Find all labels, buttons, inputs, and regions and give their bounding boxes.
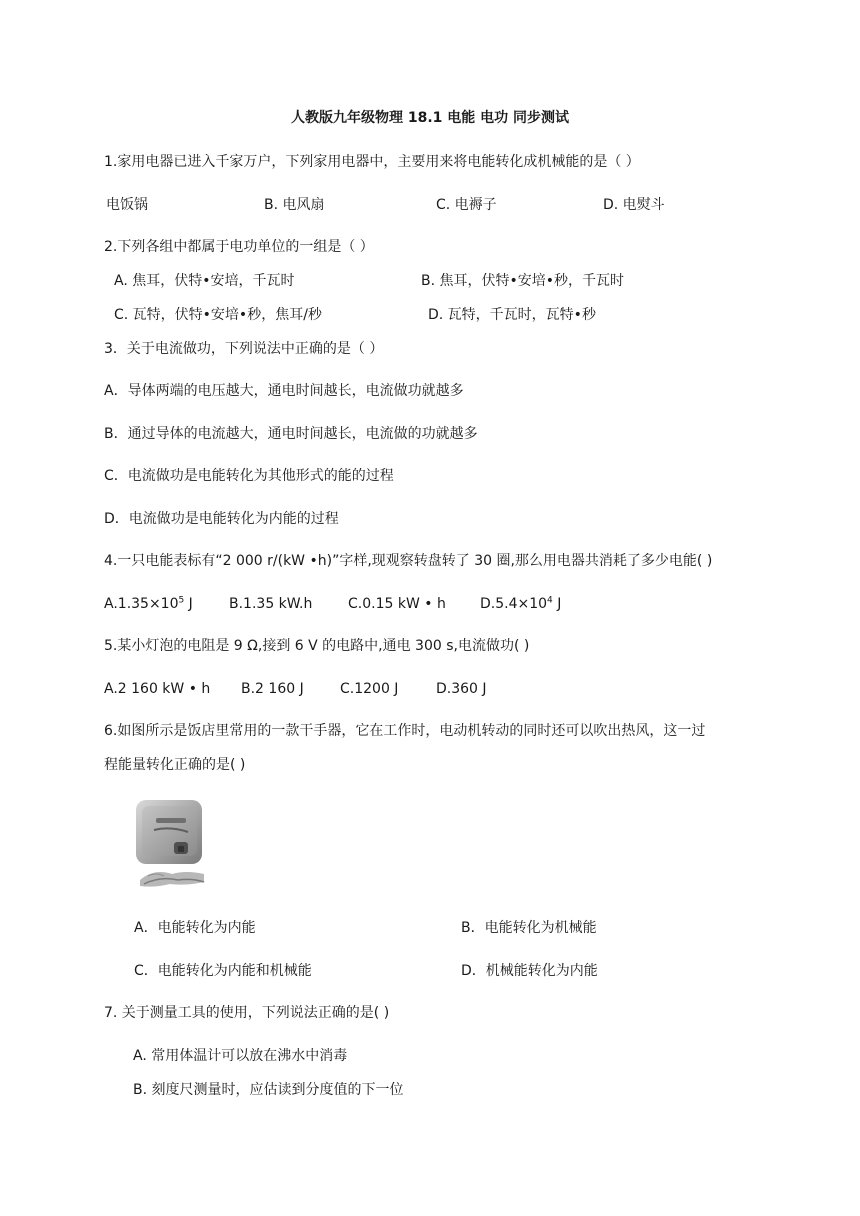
q3-stem: 3．关于电流做功，下列说法中正确的是（ ） [104,341,384,357]
q4-option-c: C.0.15 kW • h [348,596,446,612]
q6-option-b: B．电能转化为机械能 [461,920,597,936]
q6-option-a: A．电能转化为内能 [134,920,256,936]
q1-option-a: 电饭锅 [106,197,148,213]
q5-stem: 5.某小灯泡的电阻是 9 Ω,接到 6 V 的电路中,通电 300 s,电流做功( ) [104,638,530,654]
q6-option-d: D．机械能转化为内能 [461,963,598,979]
q4-option-a: $A.1.35\times 10^5$ J [104,595,193,612]
q3-option-b: B．通过导体的电流越大，通电时间越长，电流做的功就越多 [104,426,478,442]
q4-option-b: B.1.35 kW.h [229,596,313,612]
q4-stem: 4.一只电能表标有“2 000 r/(kW •h)”字样,现观察转盘转了 30 圈,那么用电器共消耗了多少电能( ) [104,553,713,569]
q2-option-d: D. 瓦特，千瓦时，瓦特•秒 [428,307,596,323]
q2-option-a: A. 焦耳，伏特•安培，千瓦时 [114,273,295,289]
q1-stem: 1.家用电器已进入千家万户，下列家用电器中，主要用来将电能转化成机械能的是（ ） [104,154,640,170]
q3-option-a: A．导体两端的电压越大，通电时间越长，电流做功就越多 [104,383,464,399]
q3-option-c: C．电流做功是电能转化为其他形式的能的过程 [104,468,394,484]
q5-option-d: D.360 J [436,681,487,697]
q7-option-a: A. 常用体温计可以放在沸水中消毒 [133,1048,348,1064]
q2-option-c: C. 瓦特，伏特•安培•秒，焦耳/秒 [114,307,322,323]
q1-option-c: C. 电褥子 [436,197,497,213]
q7-option-b: B. 刻度尺测量时，应估读到分度值的下一位 [133,1082,404,1098]
q1-option-d: D. 电熨斗 [603,197,665,213]
q7-stem: 7. 关于测量工具的使用，下列说法正确的是( ) [104,1005,390,1021]
q1-option-b: B. 电风扇 [264,197,325,213]
q5-option-b: B.2 160 J [241,681,304,697]
q3-option-d: D．电流做功是电能转化为内能的过程 [104,511,339,527]
hand-dryer-image [134,796,208,894]
q6-stem-line2: 程能量转化正确的是( ) [104,757,246,773]
q2-stem: 2.下列各组中都属于电功单位的一组是（ ） [104,239,374,255]
q6-option-c: C．电能转化为内能和机械能 [134,963,312,979]
q4-option-d: $D.5.4\times 10^4$ J [480,595,562,612]
q6-stem-line1: 6.如图所示是饭店里常用的一款干手器，它在工作时，电动机转动的同时还可以吹出热风，这一过 [104,723,706,739]
page-title: 人教版九年级物理 18.1 电能 电功 同步测试 [290,110,570,126]
q5-option-c: C.1200 J [340,681,399,697]
q2-option-b: B. 焦耳，伏特•安培•秒，千瓦时 [421,273,625,289]
q5-option-a: A.2 160 kW • h [104,681,211,697]
